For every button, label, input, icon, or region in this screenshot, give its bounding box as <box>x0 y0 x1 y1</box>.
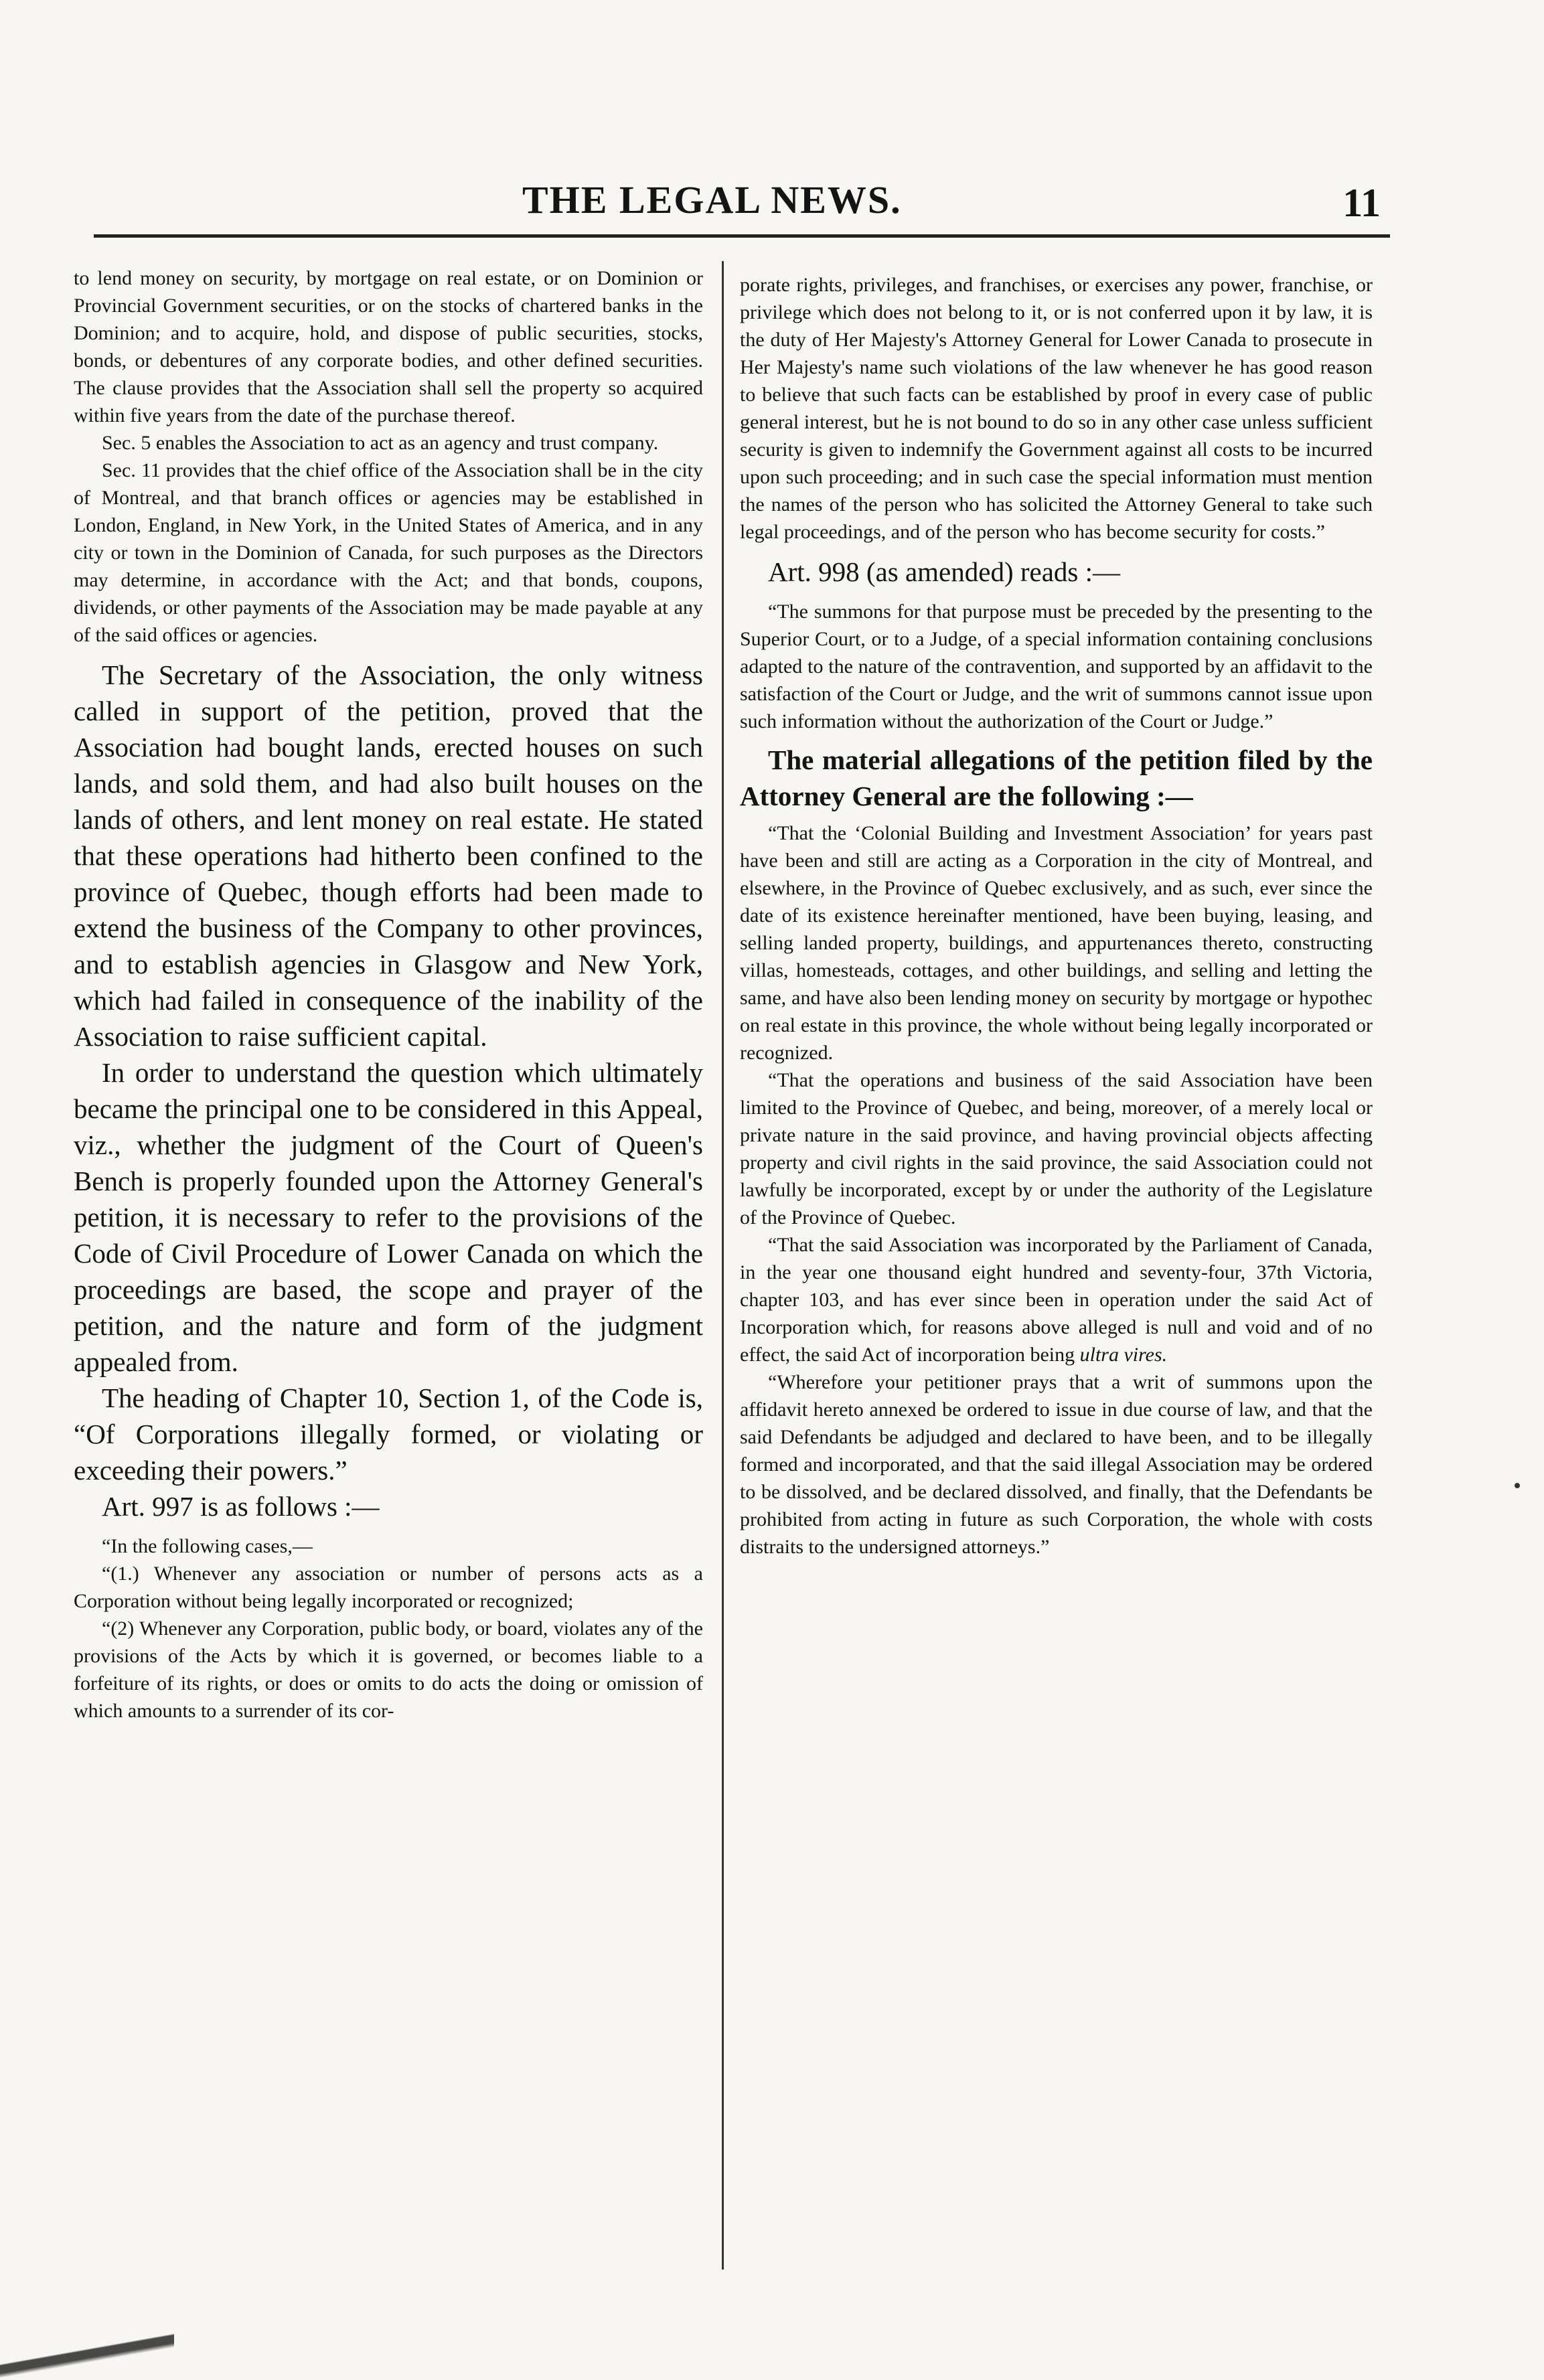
paragraph: Art. 998 (as amended) reads :— <box>768 556 1120 587</box>
section-heading: The material allegations of the petition filed by the Attorney General are the following :— <box>740 744 1373 811</box>
paragraph: “In the following cases,— <box>102 1535 313 1557</box>
paragraph: The heading of Chapter 10, Section 1, of the Code is, “Of Corporations illegally formed, or violating or exceeding their powers.” <box>74 1382 703 1486</box>
paragraph: The Secretary of the Association, the only witness called in support of the petition, proved that the Association had bought lands, erected houses on such lands, and sold them, and had also built houses on the lands of others, and lent money on real estate. He stated that these operations had hitherto been confined to the province of Quebec, though efforts had been made to extend the business of the Company to other provinces, and to establish agencies in Glasgow and New York, which had failed in consequence of the inability of the Association to raise sufficient capital. <box>74 659 703 1052</box>
paragraph: “(2) Whenever any Corporation, public body, or board, violates any of the provisions of the Acts by which it is governed, or becomes liable to a forfeiture of its rights, or does or omits to do acts the doing or omission of which amounts to a surrender of its cor- <box>74 1617 703 1722</box>
quotation-text: “That the said Association was incorporated by the Parliament of Canada, in the year one thousand eight hundred and seventy-four, 37th Victoria, chapter 103, and has ever since been in operation under the said Act of Incorporation which, for reasons above alleged is null and void and of no effect, the said Act of incorporation being <box>740 1234 1373 1366</box>
scan-edge-mark <box>0 2333 174 2380</box>
paragraph: Sec. 11 provides that the chief office of the Association shall be in the city of Montreal, and that branch offices or agencies may be established in London, England, in New York, in the United States of America, and in any city or town in the Dominion of Canada, for such purposes as the Directors may determine, in accordance with the Act; and that bonds, coupons, dividends, or other payments of the Association may be made payable at any of the said offices or agencies. <box>74 459 703 646</box>
paragraph: porate rights, privileges, and franchises, or exercises any power, franchise, or privilege which does not belong to it, or is not conferred upon it by law, it is the duty of Her Majesty's Attorney General for Lower Canada to prosecute in Her Majesty's name such violations of the law whenever he has good reason to believe that such facts can be established by proof in every case of public general interest, but he is not bound to do so in any other case unless sufficient security is given to indemnify the Government against all costs to be incurred upon such proceeding; and in such case the special information must mention the names of the person who has solicited the Attorney General to take such legal proceedings, and of the person who has become security for costs.” <box>740 274 1373 543</box>
right-column <box>740 271 1373 1561</box>
quotation <box>740 1231 1373 1368</box>
ink-speck <box>1515 1483 1520 1488</box>
quotation: “That the ‘Colonial Building and Investment Association’ for years past have been and still are acting as a Corporation in the city of Montreal, and elsewhere, in the Province of Quebec exclusively, and as such, ever since the date of its existence hereinafter mentioned, have been buying, leasing, and selling landed property, buildings, and appurtenances thereto, constructing villas, homesteads, cottages, and other buildings, and selling and letting the same, and have also been lending money on security by mortgage or hypothec on real estate in this province, the whole without being legally incorporated or recognized. <box>740 822 1373 1064</box>
paragraph: “(1.) Whenever any association or number of persons acts as a Corporation without being legally incorporated or recognized; <box>74 1563 703 1612</box>
running-title: THE LEGAL NEWS. <box>522 178 902 222</box>
italic-term: ultra vires. <box>1079 1344 1168 1366</box>
quotation: “That the operations and business of the said Association have been limited to the Province of Quebec, and being, moreover, of a merely local or private nature in the said province, and having provincial objects affecting property and civil rights in the said province, the said Association could not lawfully be incorporated, except by or under the authority of the Legislature of the Province of Quebec. <box>740 1069 1373 1228</box>
paragraph: to lend money on security, by mortgage on real estate, or on Dominion or Provincial Government securities, or on the stocks of chartered banks in the Dominion; and to acquire, hold, and dispose of public securities, stocks, bonds, or debentures of any corporate bodies, and other defined securities. The clause provides that the Association shall sell the property so acquired within five years from the date of the purchase thereof. <box>74 267 703 426</box>
paragraph: Art. 997 is as follows :— <box>102 1491 380 1522</box>
quotation: “The summons for that purpose must be preceded by the presenting to the Superior Court, or to a Judge, of a special information containing conclusions adapted to the nature of the contravention, and supported by an affidavit to the satisfaction of the Court or Judge, and the writ of summons cannot issue upon such information without the authorization of the Court or Judge.” <box>740 601 1373 732</box>
header-rule <box>94 234 1390 238</box>
running-head <box>0 177 1544 231</box>
column-divider <box>722 261 724 2270</box>
page-number: 11 <box>1342 181 1381 225</box>
paragraph: Sec. 5 enables the Association to act as an agency and trust company. <box>102 432 659 454</box>
quotation: “Wherefore your petitioner prays that a writ of summons upon the affidavit hereto annexed be ordered to issue in due course of law, and that the said Defendants be adjudged and declared to have been, and to be illegally formed and incorporated, and that the said illegal Association may be ordered to be dissolved, and be declared dissolved, and finally, that the Defendants be prohibited from acting in future as such Corporation, the whole with costs distraits to the undersigned attorneys.” <box>740 1371 1373 1558</box>
paragraph: In order to understand the question which ultimately became the principal one to be considered in this Appeal, viz., whether the judgment of the Court of Queen's Bench is properly founded upon the Attorney General's petition, it is necessary to refer to the provisions of the Code of Civil Procedure of Lower Canada on which the proceedings are based, the scope and prayer of the petition, and the nature and form of the judgment appealed from. <box>74 1057 703 1377</box>
left-column <box>74 264 703 1725</box>
